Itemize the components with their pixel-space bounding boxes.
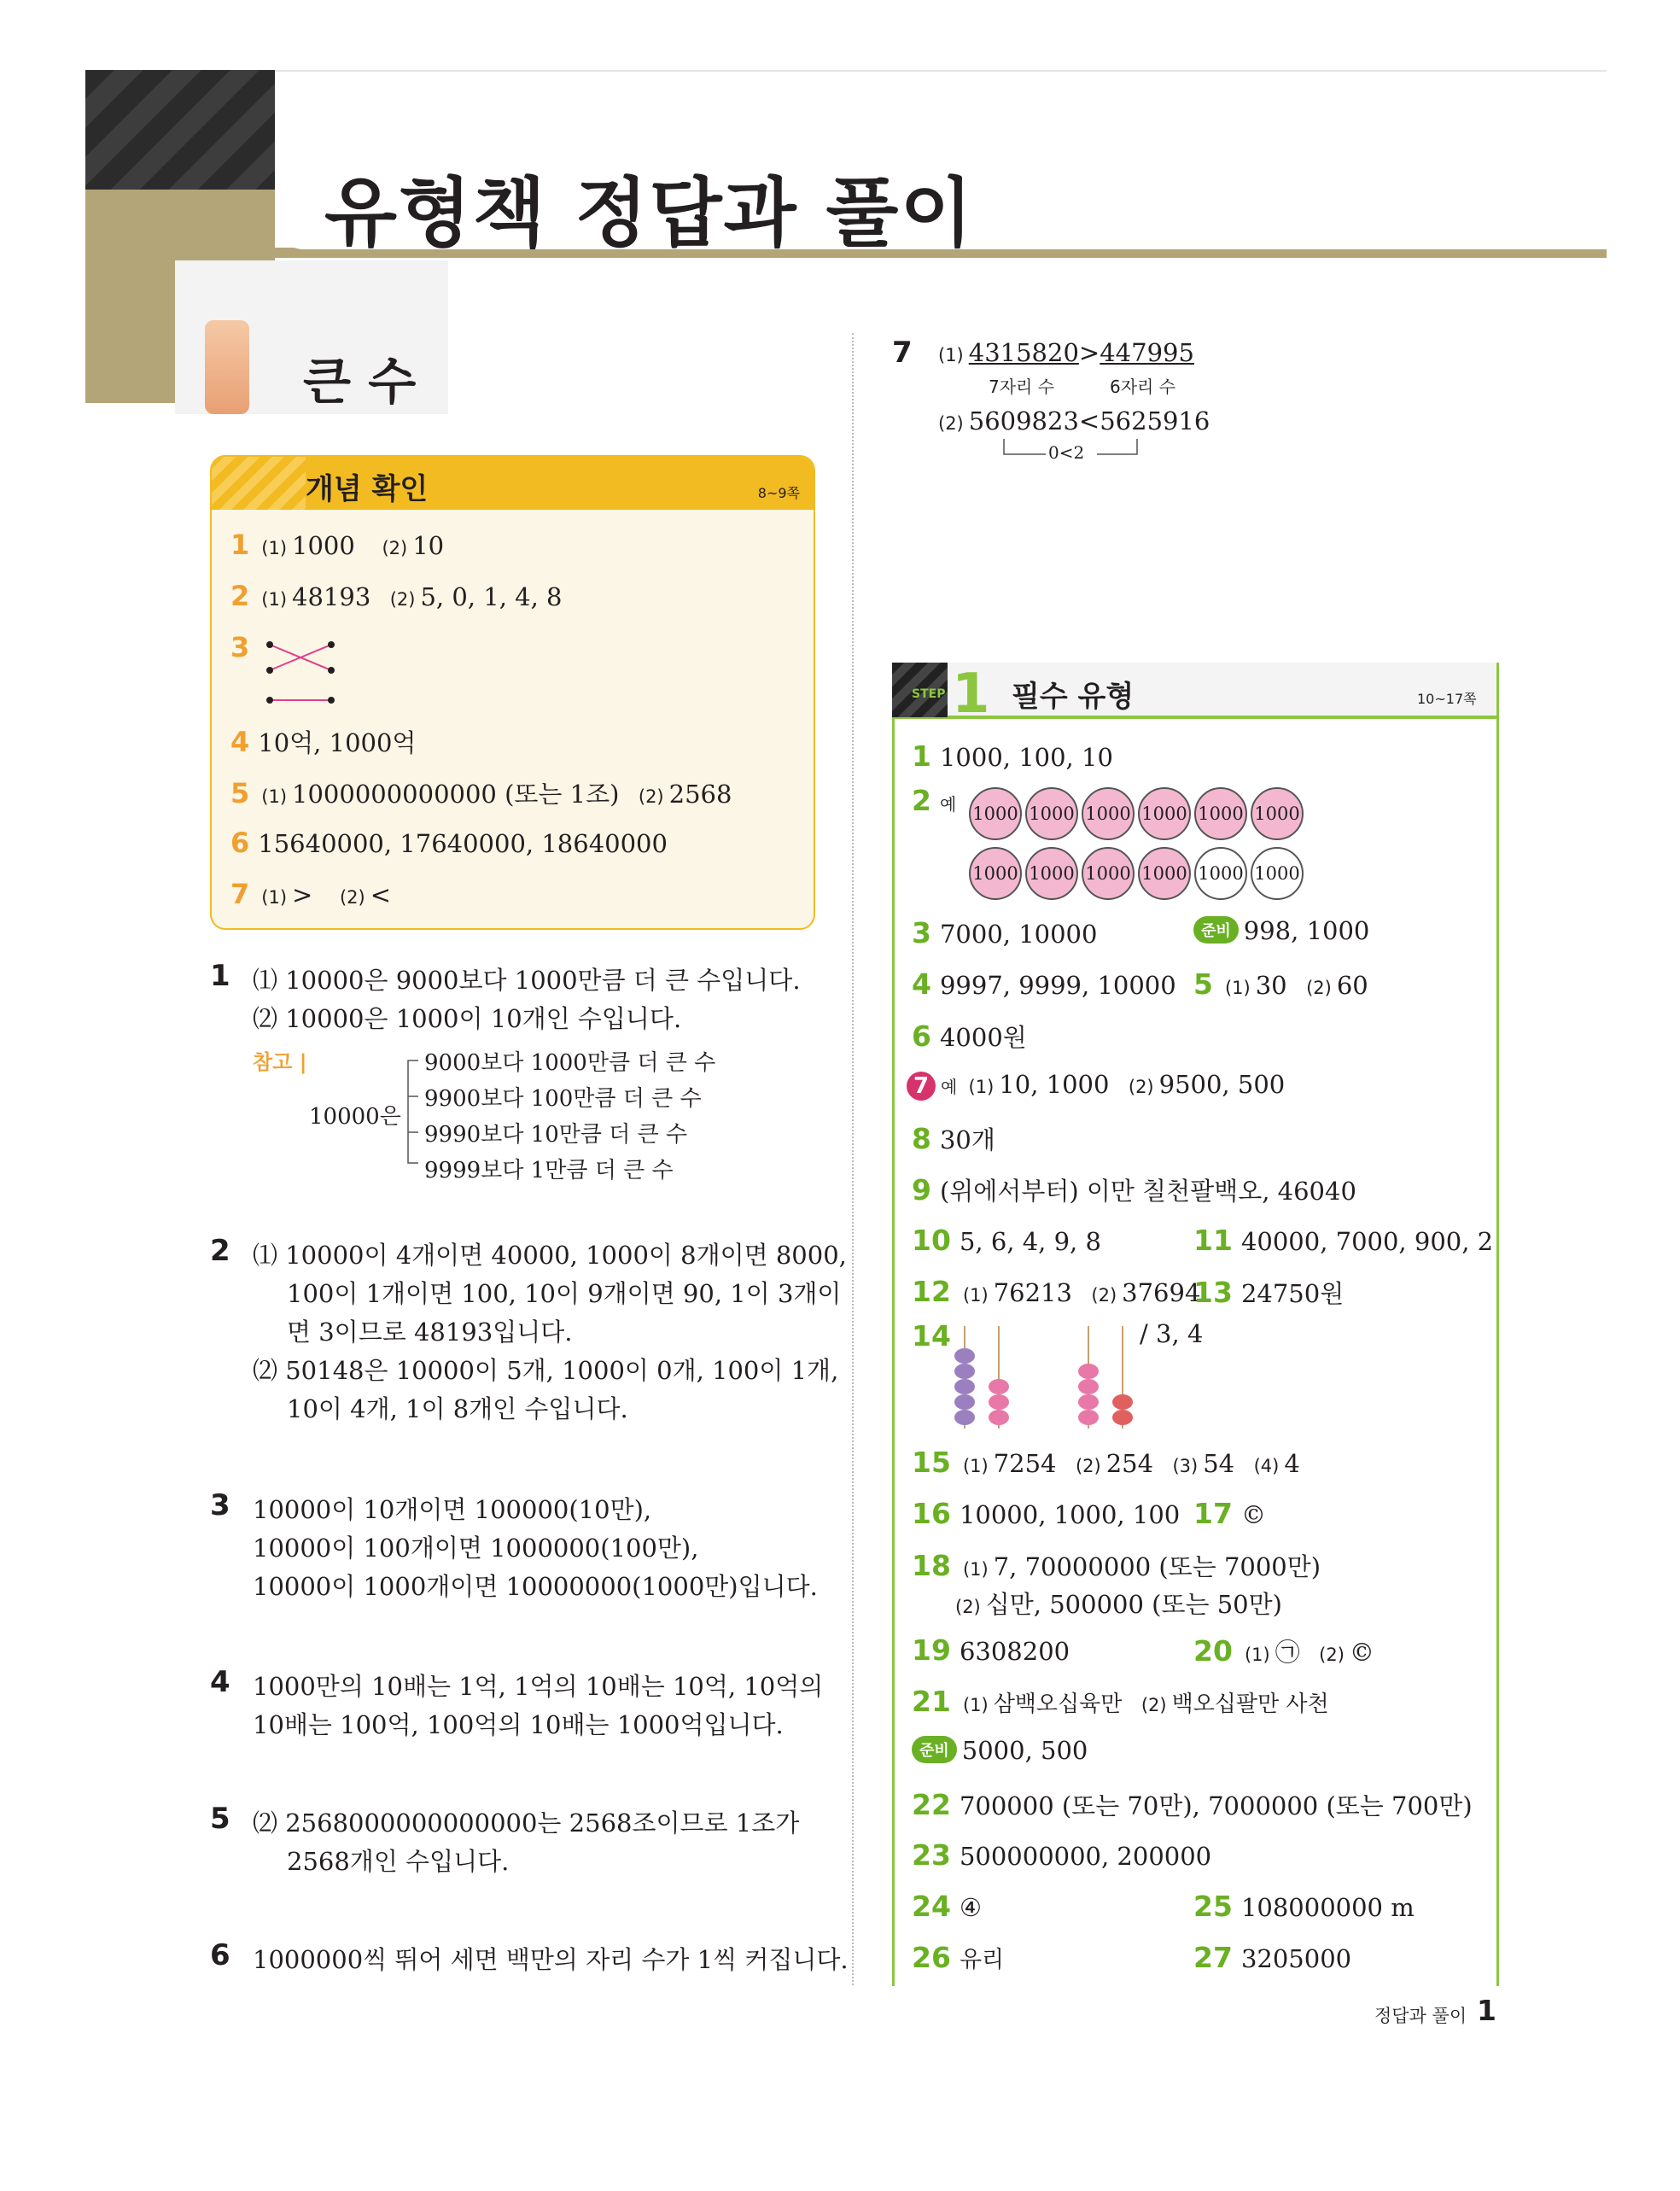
chapter-title: 큰 수 — [303, 353, 417, 411]
answer: 삼백오십육만 — [993, 1691, 1123, 1717]
note-item: 9990보다 10만큼 더 큰 수 — [424, 1122, 688, 1148]
answer-number: 8 — [912, 1122, 931, 1155]
answer: 10 — [412, 531, 445, 560]
answer: 9500, 500 — [1158, 1070, 1286, 1099]
coin-colored: 1000 — [1138, 847, 1191, 900]
abacus-bead — [989, 1410, 1009, 1425]
example-mark: 예 — [939, 794, 957, 815]
answer-row-19 — [912, 1633, 1070, 1667]
answer: 2568 — [668, 780, 732, 809]
answer-row-24 — [912, 1890, 982, 1923]
item-number: 1 — [230, 529, 250, 561]
answer-number: 1 — [912, 739, 931, 773]
abacus-bead — [1078, 1394, 1099, 1410]
answer: 백오십팔만 사천 — [1171, 1691, 1329, 1717]
answer-number: 21 — [912, 1685, 951, 1718]
step-number: 1 — [952, 663, 990, 726]
answer: 24750원 — [1240, 1279, 1345, 1308]
answer-number: 11 — [1193, 1224, 1233, 1257]
answer-row-15 — [912, 1446, 1300, 1479]
answer: 60 — [1336, 971, 1368, 1000]
answer: 유리 — [959, 1947, 1005, 1973]
answer: 1000 — [292, 531, 355, 560]
answer-row-21 — [912, 1685, 1329, 1718]
sub-label: (2) — [955, 1597, 981, 1617]
concept-item-5 — [230, 775, 732, 810]
match-dot — [266, 697, 273, 704]
item-number: 7 — [230, 878, 250, 910]
abacus-bead — [954, 1410, 975, 1425]
example-mark: 예 — [941, 1077, 958, 1097]
answer-row-5 — [1193, 967, 1368, 1001]
sub-label: (1) — [261, 887, 288, 908]
abacus-bead — [1112, 1410, 1133, 1425]
explanation-line: 10배는 100억, 100억의 10배는 1000억입니다. — [253, 1710, 784, 1739]
coin-colored: 1000 — [1194, 787, 1247, 840]
compare-right: 447995 — [1100, 338, 1194, 367]
answer: 1000, 100, 10 — [939, 743, 1113, 772]
abacus-figure — [948, 1322, 1144, 1434]
answer-row-14-value: / 3, 4 — [1140, 1319, 1204, 1348]
answer: 10억, 1000억 — [258, 728, 417, 757]
sub-label: (1) — [962, 1559, 989, 1580]
explanation-line: ⑵ 10000은 1000이 10개인 수입니다. — [253, 1004, 682, 1033]
explanation-line: 10000이 1000개이면 10000000(1000만)입니다. — [253, 1572, 818, 1601]
sub-label: (2) — [638, 786, 664, 807]
sub-label: (2) — [1075, 1456, 1101, 1476]
sub-label: (2) — [382, 538, 408, 558]
answer: 10, 1000 — [999, 1070, 1110, 1099]
header-stripe-decoration — [85, 70, 275, 190]
answer: 6308200 — [959, 1637, 1070, 1666]
answer-number: 20 — [1193, 1634, 1233, 1668]
compare-operator: > — [1078, 338, 1100, 367]
abacus-bead — [954, 1364, 975, 1379]
sub-label: (1) — [261, 589, 288, 610]
answer-number: 6 — [912, 1020, 931, 1053]
q7-note: 6자리 수 — [1110, 377, 1176, 397]
answer-number: 10 — [912, 1224, 951, 1257]
sub-label: (2) — [1140, 1695, 1167, 1715]
prep-badge: 준비 — [912, 1736, 957, 1763]
item-number: 5 — [230, 777, 250, 809]
answer-row-1 — [912, 739, 1113, 773]
note-item: 9000보다 1000만큼 더 큰 수 — [424, 1050, 716, 1076]
q7-part-1 — [935, 338, 1194, 367]
coin-plain: 1000 — [1251, 847, 1304, 900]
concept-item-4 — [230, 724, 416, 759]
match-dot — [266, 641, 273, 648]
answer: 37694 — [1122, 1278, 1201, 1307]
answer: < — [370, 880, 392, 909]
item-number: 4 — [230, 726, 250, 758]
abacus-bead — [954, 1394, 975, 1410]
answer-row-21-prep — [912, 1736, 1088, 1765]
explanation-line: 1000만의 10배는 1억, 1억의 10배는 10억, 10억의 — [253, 1672, 824, 1701]
abacus-bead — [954, 1379, 975, 1394]
sub-label: (2) — [1128, 1077, 1154, 1097]
answer: 76213 — [993, 1278, 1072, 1307]
answer: 3205000 — [1240, 1944, 1352, 1973]
q7-note: 7자리 수 — [989, 377, 1055, 397]
sub-label: (1) — [261, 786, 288, 807]
explanation-line: ⑴ 10000은 9000보다 1000만큼 더 큰 수입니다. — [253, 966, 801, 995]
step-title: 필수 유형 — [1012, 680, 1135, 714]
explanation-number: 7 — [892, 336, 913, 370]
answer-row-6 — [912, 1019, 1027, 1054]
answer-row-13 — [1193, 1275, 1344, 1310]
answer: 7000, 10000 — [939, 920, 1098, 949]
compare-right: 5625916 — [1100, 406, 1210, 435]
sub-label: (2) — [1306, 978, 1332, 998]
answer: 5000, 500 — [961, 1736, 1088, 1765]
answer: ㉠ — [1275, 1638, 1300, 1667]
answer-number: 14 — [912, 1319, 951, 1353]
concept-item-6 — [230, 827, 668, 859]
sub-label: (1) — [962, 1456, 989, 1476]
answer-row-22 — [912, 1787, 1473, 1822]
matching-lines-figure — [263, 632, 348, 709]
compare-left: 5609823 — [968, 406, 1079, 435]
abacus-bead — [954, 1348, 975, 1364]
answer: 15640000, 17640000, 18640000 — [258, 829, 668, 858]
answer-number: 2 — [912, 784, 931, 817]
answer-row-18-part-2 — [952, 1586, 1282, 1621]
answer: 254 — [1105, 1449, 1154, 1478]
coin-colored: 1000 — [1251, 787, 1304, 840]
sub-label: (1) — [938, 345, 964, 365]
match-dot — [266, 667, 273, 674]
explanation-line: 100이 1개이면 100, 10이 9개이면 90, 1이 3개이 — [287, 1279, 842, 1308]
explanation-number: 3 — [210, 1488, 230, 1522]
answer: 54 — [1203, 1449, 1235, 1478]
answer: 40000, 7000, 900, 2 — [1240, 1227, 1494, 1256]
sub-label: (1) — [1224, 978, 1251, 998]
sub-label: (2) — [389, 589, 416, 610]
abacus-bead — [1078, 1364, 1099, 1379]
q7-part-2 — [935, 406, 1210, 435]
explanation-number: 4 — [210, 1665, 230, 1699]
coin-colored: 1000 — [1082, 847, 1135, 900]
answer-number: 5 — [1193, 967, 1213, 1001]
item-number: 3 — [230, 631, 250, 663]
explanation-number: 6 — [210, 1938, 230, 1972]
explanation-line: ⑵ 2568000000000000는 2568조이므로 1조가 — [253, 1808, 800, 1838]
sub-label: (1) — [968, 1077, 995, 1097]
highlight-number-badge: 7 — [907, 1072, 936, 1101]
answer-row-16 — [912, 1497, 1180, 1530]
answer-row-7 — [907, 1070, 1285, 1101]
compare-operator: < — [1078, 406, 1100, 435]
answer-number: 15 — [912, 1446, 951, 1479]
answer-row-26 — [912, 1941, 1004, 1974]
answer-row-9 — [912, 1172, 1356, 1207]
answer-row-25 — [1193, 1890, 1415, 1923]
sub-label: (2) — [339, 887, 365, 908]
answer-row-12 — [912, 1275, 1200, 1308]
answer-number: 22 — [912, 1788, 951, 1821]
sub-label: (1) — [962, 1285, 989, 1306]
answer-number: 16 — [912, 1497, 951, 1530]
concept-item-2 — [230, 580, 562, 612]
answer: 30개 — [939, 1125, 995, 1154]
note-item: 9999보다 1만큼 더 큰 수 — [424, 1158, 674, 1183]
explanation-number: 2 — [210, 1234, 230, 1268]
answer: © — [1240, 1500, 1266, 1529]
explanation-number: 1 — [210, 959, 230, 993]
step-label: STEP — [912, 687, 946, 701]
answer-row-11 — [1193, 1224, 1493, 1257]
column-divider — [852, 333, 854, 1985]
abacus-bead — [989, 1379, 1009, 1394]
abacus-bead — [989, 1394, 1009, 1410]
answer: 30 — [1255, 971, 1287, 1000]
sub-label: (4) — [1253, 1456, 1280, 1476]
answer: 4 — [1284, 1449, 1300, 1478]
explanation-line: 1000000씩 뛰어 세면 백만의 자리 수가 1씩 커집니다. — [253, 1945, 849, 1974]
answer: 4000원 — [939, 1023, 1027, 1052]
answer-row-3-prep — [1193, 916, 1369, 945]
answer-number: 9 — [912, 1173, 931, 1207]
explanation-line: ⑴ 10000이 4개이면 40000, 1000이 8개이면 8000, — [253, 1241, 847, 1270]
answer-number: 13 — [1193, 1276, 1233, 1309]
answer-number: 25 — [1193, 1890, 1233, 1923]
explanation-line: 2568개인 수입니다. — [287, 1847, 510, 1876]
answer-row-20 — [1193, 1633, 1374, 1668]
answer-number: 26 — [912, 1941, 951, 1974]
answer: 1000000000000 (또는 1조) — [292, 780, 620, 809]
note-item: 9900보다 100만큼 더 큰 수 — [424, 1086, 702, 1112]
chapter-number-badge — [205, 320, 249, 414]
answer-number: 3 — [912, 916, 931, 949]
answer-number: 19 — [912, 1633, 951, 1667]
answer-number: 23 — [912, 1838, 951, 1872]
explanation-number: 5 — [210, 1802, 230, 1836]
note-label: 참고 | — [253, 1050, 307, 1074]
concept-item-3 — [230, 631, 258, 663]
coin-colored: 1000 — [1138, 787, 1191, 840]
concept-check-box — [210, 455, 815, 930]
step-pages: 10~17쪽 — [1417, 691, 1477, 707]
answer: ④ — [959, 1893, 982, 1922]
note-root: 10000은 — [309, 1104, 401, 1130]
answer-row-23 — [912, 1838, 1211, 1872]
answer-row-4 — [912, 967, 1176, 1001]
answer-number: 4 — [912, 967, 931, 1001]
answer: 7, 70000000 (또는 7000만) — [993, 1552, 1321, 1581]
answer-number: 27 — [1193, 1941, 1233, 1974]
answer: 9997, 9999, 10000 — [939, 971, 1176, 1000]
answer-row-2 — [912, 784, 956, 817]
sub-label: (3) — [1172, 1456, 1199, 1476]
answer: 108000000 m — [1240, 1893, 1415, 1922]
answer: © — [1349, 1638, 1374, 1667]
page-number: 1 — [1477, 1994, 1496, 2027]
answer-row-17 — [1193, 1497, 1266, 1530]
answer: 7254 — [993, 1449, 1057, 1478]
coin-colored: 1000 — [969, 847, 1022, 900]
coin-colored: 1000 — [1082, 787, 1135, 840]
answer-row-27 — [1193, 1941, 1351, 1974]
answer: 10000, 1000, 100 — [959, 1500, 1181, 1529]
explanation-line: 10000이 100개이면 1000000(100만), — [253, 1534, 699, 1563]
answer: 십만, 500000 (또는 50만) — [985, 1590, 1282, 1619]
answer-number: 17 — [1193, 1497, 1233, 1530]
answer: 700000 (또는 70만), 7000000 (또는 700만) — [959, 1791, 1473, 1820]
sub-label: (2) — [1319, 1645, 1345, 1665]
match-dot — [328, 641, 335, 648]
match-dot — [328, 667, 335, 674]
concept-item-7 — [230, 878, 391, 910]
sub-label: (1) — [962, 1695, 989, 1715]
explanation-line: ⑵ 50148은 10000이 5개, 1000이 0개, 100이 1개, — [253, 1356, 839, 1385]
answer: 48193 — [292, 582, 371, 611]
match-dot — [328, 697, 335, 704]
sub-label: (2) — [1091, 1285, 1117, 1306]
page-title: 유형책 정답과 풀이 — [324, 169, 975, 257]
answer-row-10 — [912, 1224, 1101, 1257]
coin-colored: 1000 — [969, 787, 1022, 840]
answer: 5, 0, 1, 4, 8 — [420, 582, 563, 611]
item-number: 2 — [230, 580, 250, 612]
answer-row-18 — [912, 1548, 1321, 1583]
coin-plain: 1000 — [1194, 847, 1247, 900]
concept-item-1 — [230, 529, 444, 561]
answer: > — [292, 880, 313, 909]
prep-badge: 준비 — [1193, 916, 1239, 944]
answer-number: 18 — [912, 1549, 951, 1582]
answer: (위에서부터) 이만 칠천팔백오, 46040 — [939, 1177, 1356, 1206]
note-bracket — [401, 1052, 427, 1171]
concept-pages: 8~9쪽 — [757, 485, 800, 501]
item-number: 6 — [230, 827, 250, 859]
sub-label: (1) — [261, 538, 288, 558]
answer-number: 12 — [912, 1275, 951, 1308]
coin-colored: 1000 — [1025, 847, 1078, 900]
answer-number: 24 — [912, 1890, 951, 1923]
abacus-bead — [1078, 1379, 1099, 1394]
abacus-bead — [1112, 1394, 1133, 1410]
answer: 500000000, 200000 — [959, 1842, 1212, 1871]
abacus-bead — [1078, 1410, 1099, 1425]
answer-row-8 — [912, 1121, 995, 1156]
sub-label: (1) — [1244, 1645, 1270, 1665]
footer-label: 정답과 풀이 — [1374, 2006, 1467, 2026]
answer: 5, 6, 4, 9, 8 — [959, 1227, 1101, 1256]
sub-label: (2) — [938, 413, 964, 434]
concept-header-stripe — [212, 457, 306, 510]
compare-left: 4315820 — [968, 338, 1079, 367]
answer-row-3 — [912, 916, 1097, 949]
concept-title: 개념 확인 — [306, 472, 429, 506]
explanation-line: 10이 4개, 1이 8개인 수입니다. — [287, 1394, 628, 1423]
q7-note: 0<2 — [1048, 442, 1085, 463]
coin-colored: 1000 — [1025, 787, 1078, 840]
answer: 998, 1000 — [1243, 916, 1370, 945]
explanation-line: 면 3이므로 48193입니다. — [287, 1318, 573, 1347]
explanation-line: 10000이 10개이면 100000(10만), — [253, 1495, 652, 1524]
